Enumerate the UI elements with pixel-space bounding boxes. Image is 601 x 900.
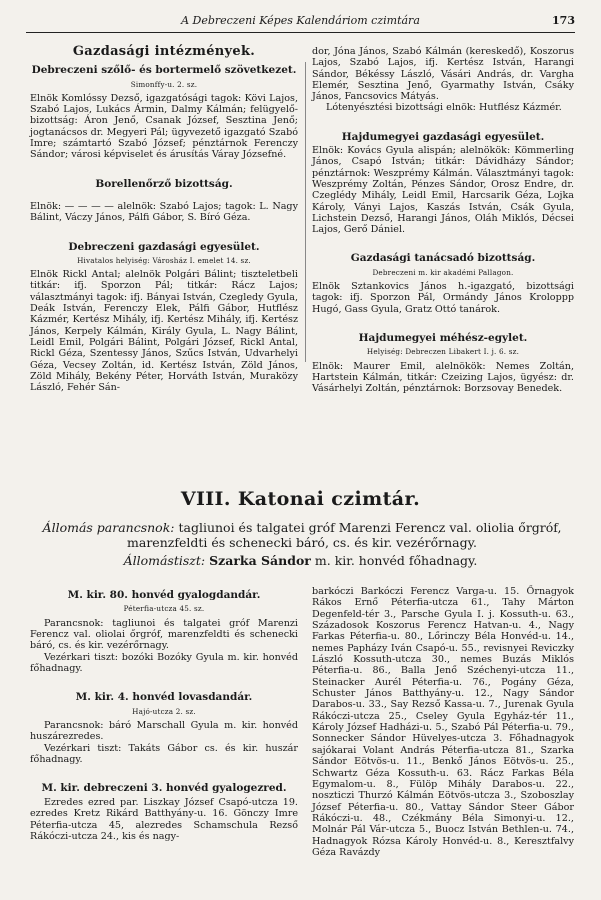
beekeeper-title: Hajdumegyei méhész-egylet.: [358, 331, 528, 344]
right-column-top: [312, 46, 574, 394]
econ-society-continued: dor, Jóna János, Szabó Kálmán (kereskedő), Koszorus Lajos, Szabó Lajos, ifj. Kertész István, Harangi Sándor, Békéssy László, Vásári András, dr. Vargha Elemér, Sesztina Jenő, Gyarmathy István, Csáky János, Fancsovics Mátyás.: [312, 46, 574, 103]
infantry-regiment-text: Ezredes ezred par. Liszkay József Csapó-utcza 19. ezredes Kretz Rikárd Batthyány-u. 16. Gönczy Imre Péterfia-utcza 45, alezredes Schamschula Rezső Rákóczi-utcza 24., kis és nagy-: [30, 796, 298, 842]
chapter-title: VIII. Katonai czimtár.: [180, 488, 421, 510]
running-title: A Debreczeni Képes Kalendáriom czimtára: [181, 14, 420, 27]
station-label: Állomás parancsnok:: [42, 520, 175, 535]
infantry-brigade-staff: Vezérkari tiszt: bozóki Bozóky Gyula m. kir. honvéd főhadnagy.: [30, 651, 298, 675]
right-column-bottom: [312, 586, 574, 858]
station-officer: [0, 553, 601, 568]
infantry-brigade-text: Parancsnok: tagliunoi és talgatei gróf Marenzi Ferencz val. oliolai őrgróf, marenzfeldti és schenecki báró, cs. és kir. vezérőrnagy.: [30, 617, 298, 652]
station-commander: [30, 520, 574, 550]
chief-text: m. kir. honvéd főhadnagy.: [314, 553, 478, 568]
econ-society-text: Elnök Rickl Antal; alelnök Polgári Bálint; tiszteletbeli titkár: ifj. Sporzon Pál; titkár: Rácz Lajos; választmányi tagok: ifj. Bányai István, Czegledy Gyula, Deák István, Ferenczy Elek, Pálfi Gábor, Hutflész Kázmér, Kertész Mihály, ifj. Kertész Mihály, ifj. Kertész János, Kerpely Kálmán, Király Gyula, L. Nagy Bálint, Leidl Emil, Polgári Bálint, Polgári József, Rickl Antal, Rickl Géza, Szentessy János, Szűcs István, Udvarhelyi Géza, Vecsey Zoltán, id. Kertész István, Zöld János, Zöld Mihály, Bekény Péter, Horváth István, Muraközy László, Fehér Sán-: [30, 269, 298, 394]
beekeeper-address: Helyiség: Debreczen Libakert I. j. 6. sz.: [366, 347, 520, 357]
cavalry-brigade-address: Hajó-utcza 2. sz.: [132, 706, 196, 716]
left-column-top: [30, 46, 298, 393]
econ-society-title: Debreczeni gazdasági egyesület.: [68, 240, 260, 253]
officers-list: barkóczi Barkóczi Ferencz Varga-u. 15. Őrnagyok Rákos Ernő Péterfia-utcza 61., Tahy Márton Degenfeld-tér 3., Parsche Gyula I. j. Kossuth-u. 63., Századosok Koszorus Ferencz Hatvan-u. 4., Nagy Farkas Péterfia-u. 80., Lőrinczy Béla Honvéd-u. 14., nemes Papházy Iván Csapó-u. 55., revisnyei Reviczky László Kossuth-utcza 30., nemes Buzás Miklós Péterfia-u. 86., Balla Jenő Széchenyi-utcza 11., Steinacker Aurél Péterfia-u. 76., Pogány Géza, Schuster János Batthyány-u. 12., Nagy Sándor Darabos-u. 33., Say Rezső Kassa-u. 7., Jurenak Gyula Rákóczi-utcza 25., Cseley Gyula Egyház-tér 11., Károly József Hadházi-u. 5., Szabó Pál Péterfia-u. 79., Sonnecker Sándor Hüvelyes-utcza 3. Főhadnagyok sajókarai Volant András Péterfia-utcza 81., Szarka Sándor Eötvös-u. 11., Benkő János Eötvös-u. 25., Schwartz Géza Kossuth-u. 63. Rácz Farkas Béla Egymalom-u. 8., Fülöp Mihály Darabos-u. 22., noszticzi Thurzó Kálmán Eötvös-utcza 3., Szoboszlay József Péterfia-u. 80., Vattay Sándor Steer Gábor Rákóczi-u. 48., Czékmány Béla Simonyi-u. 12., Molnár Pál Vár-utcza 5., Buocz István Bethlen-u. 74., Hadnagyok Rózsa Károly Honvéd-u. 8., Keresztfalvy Géza Ravázdy: [312, 586, 574, 858]
beekeeper-text: Elnök: Maurer Emil, alelnökök: Nemes Zoltán, Hartstein Kálmán, titkár: Czeizing Lajos, ügyész: dr. Vásárhelyi Zoltán, pénztárnok: Borzsovay Benedek.: [312, 360, 574, 395]
running-header: [26, 14, 575, 33]
wine-coop-address: Simonffy-u. 2. sz.: [130, 79, 198, 89]
section-heading: Gazdasági intézmények.: [72, 44, 256, 59]
hajdu-econ-text: Elnök: Kovács Gyula alispán; alelnökök: Kömmerling János, Csapó István; titkár: Dávidházy Sándor; pénztárnok: Weszprémy Kálmán. Választmányi tagok: Weszprémy Zoltán, Pénzes Sándor, Orosz Endre, dr. Czeglédy Mihály, Leidl Emil, Harcsarik Géza, Lojka Károly, Ványi Lajos, Kaszás István, Csák Gyula, Lichstein Dezső, Harangi János, Oláh Miklós, Décsei Lajos, Gerő Dániel.: [312, 145, 574, 236]
wine-coop-text: Elnök Komlóssy Dezső, igazgatósági tagok: Kövi Lajos, Szabó Lajos, Lukács Ármin, Dalmy Kálmán; felügyelő-bizottság: Áron Jenő, Csanak József, Sesztina Jenő; jogtanácsos dr. Megyeri Pál; ügyvezető igazgató Szabó Imre; számtartó Szabó József; pénztárnok Ferenczy Sándor; városi képviselet és árusítás Váray Józsefné.: [30, 92, 298, 161]
infantry-regiment-title: M. kir. debreczeni 3. honvéd gyalogezred.: [41, 782, 287, 795]
column-divider: [305, 62, 306, 362]
chief-name: Szarka Sándor: [209, 553, 311, 568]
cavalry-brigade-text: Parancsnok: báró Marschall Gyula m. kir. honvéd huszárezredes.: [30, 720, 298, 743]
cavalry-brigade-staff: Vezérkari tiszt: Takáts Gábor cs. és kir. huszár főhadnagy.: [30, 742, 298, 766]
econ-society-address: Hivatalos helyiség: Városház I. emelet 14. sz.: [77, 255, 251, 265]
station-text: tagliunoi és talgatei gróf Marenzi Ferencz val. oliolia őrgróf, marenzfeldti és schenecki báró, cs. és kir. vezérőrnagy.: [127, 520, 562, 550]
page-number: 173: [552, 14, 575, 27]
advisory-text: Elnök Sztankovics János h.-igazgató, bizottsági tagok: ifj. Sporzon Pál, Ormándy János Kroloppp Hugó, Gass Gyula, Gratz Ottó tanárok.: [312, 281, 574, 315]
wine-control-text: Elnök: — — — — alelnök: Szabó Lajos; tagok: L. Nagy Bálint, Váczy János, Pálfi Gábor, S. Bíró Géza.: [30, 200, 298, 224]
infantry-brigade-title: M. kir. 80. honvéd gyalogdandár.: [67, 589, 261, 601]
infantry-brigade-address: Péterfia-utcza 45. sz.: [123, 604, 205, 614]
advisory-address: Debreczeni m. kir akadémi Pallagon.: [372, 267, 514, 277]
cavalry-brigade-title: M. kir. 4. honvéd lovasdandár.: [75, 691, 253, 704]
horse-breeding-text: Lótenyésztési bizottsági elnök: Hutflész Kázmér.: [326, 102, 562, 114]
wine-control-title: Borellenőrző bizottság.: [95, 177, 233, 190]
wine-coop-title: Debreczeni szőlő- és bortermelő szövetkezet.: [31, 64, 297, 77]
hajdu-econ-title: Hajdumegyei gazdasági egyesület.: [341, 130, 545, 143]
chief-label: Állomástiszt:: [123, 553, 206, 568]
left-column-bottom: [30, 586, 298, 842]
advisory-title: Gazdasági tanácsadó bizottság.: [350, 252, 536, 265]
